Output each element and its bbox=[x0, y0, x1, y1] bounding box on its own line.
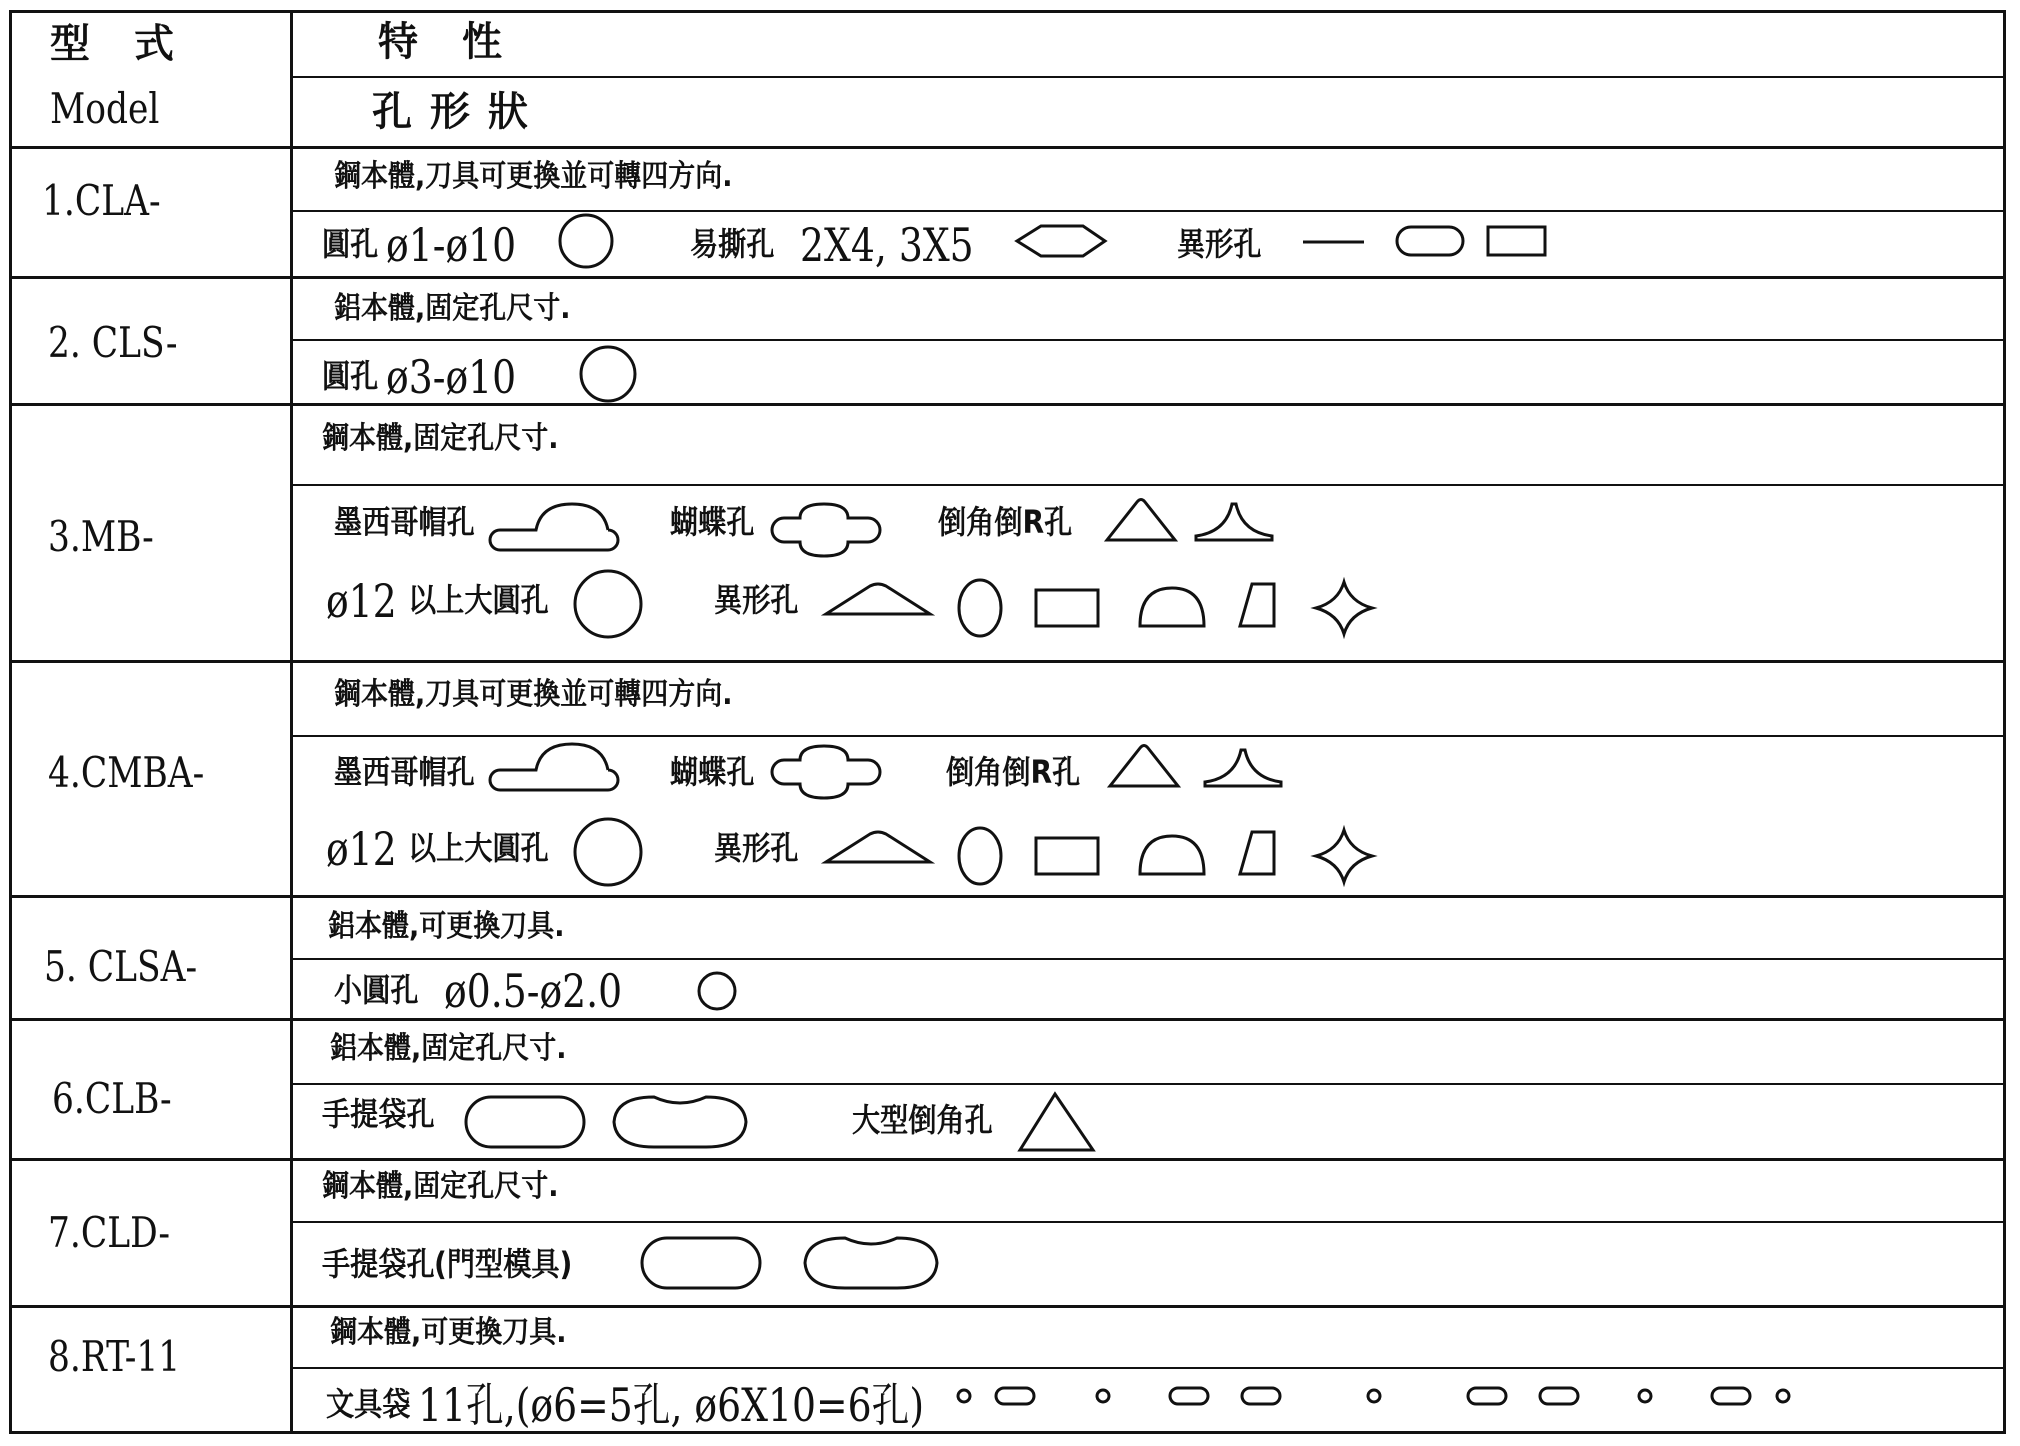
row-inner-divider bbox=[292, 1083, 2006, 1085]
shape-label: 墨西哥帽孔 bbox=[334, 753, 475, 791]
shape-label: 墨西哥帽孔 bbox=[334, 503, 475, 541]
row-inner-divider bbox=[292, 210, 2006, 212]
row-divider bbox=[9, 895, 2006, 898]
row-description: 鋼本體,刀具可更換並可轉四方向. bbox=[334, 677, 733, 712]
shape-label: 圓孔 bbox=[322, 225, 379, 263]
hole-dimension: ø12 bbox=[326, 574, 397, 628]
shape-label: 手提袋孔 bbox=[322, 1095, 435, 1133]
row-description: 鋁本體,可更換刀具. bbox=[328, 909, 565, 944]
shape-label: 異形孔 bbox=[714, 829, 799, 867]
model-mb: 3.MB- bbox=[48, 512, 154, 561]
shape-label: 大型倒角孔 bbox=[852, 1101, 993, 1139]
model-header-en: Model bbox=[50, 84, 160, 133]
row-divider bbox=[9, 1158, 2006, 1161]
hole-dimension: 11孔,(ø6=5孔, ø6X10=6孔) bbox=[418, 1378, 925, 1432]
shape-label: 小圓孔 bbox=[334, 971, 419, 1009]
row-divider bbox=[9, 660, 2006, 663]
model-cls: 2. CLS- bbox=[48, 318, 178, 367]
row-description: 鋼本體,可更換刀具. bbox=[330, 1315, 567, 1350]
hole-shape-header: 孔 形 狀 bbox=[372, 88, 530, 135]
shape-label: 蝴蝶孔 bbox=[670, 503, 755, 541]
row-divider bbox=[9, 1018, 2006, 1021]
row-description: 鋼本體,固定孔尺寸. bbox=[322, 1169, 559, 1204]
shape-label: 異形孔 bbox=[714, 581, 799, 619]
hole-dimension: 2X4, 3X5 bbox=[800, 218, 974, 272]
shape-label: 異形孔 bbox=[1177, 225, 1262, 263]
model-header-cn: 型 式 bbox=[50, 20, 176, 67]
shape-label: (門型模具) bbox=[434, 1245, 573, 1283]
row-inner-divider bbox=[292, 339, 2006, 341]
hole-dimension: ø1-ø10 bbox=[386, 218, 517, 272]
row-divider bbox=[9, 276, 2006, 279]
hole-dimension: ø3-ø10 bbox=[386, 350, 517, 404]
shape-label: 倒角倒R孔 bbox=[938, 503, 1073, 541]
row-inner-divider bbox=[292, 735, 2006, 737]
shape-label: 倒角倒R孔 bbox=[946, 753, 1081, 791]
row-divider bbox=[9, 403, 2006, 406]
shape-label: 蝴蝶孔 bbox=[670, 753, 755, 791]
model-clb: 6.CLB- bbox=[52, 1074, 172, 1123]
model-rt-11: 8.RT-11 bbox=[48, 1332, 181, 1381]
shape-label: 文具袋 bbox=[326, 1385, 411, 1423]
hole-dimension: ø12 bbox=[326, 822, 397, 876]
row-description: 鋼本體,刀具可更換並可轉四方向. bbox=[334, 159, 733, 194]
shape-label: 以上大圓孔 bbox=[408, 581, 549, 619]
row-description: 鋁本體,固定孔尺寸. bbox=[330, 1031, 567, 1066]
row-divider bbox=[9, 1305, 2006, 1308]
model-clsa: 5. CLSA- bbox=[44, 942, 198, 991]
model-cla: 1.CLA- bbox=[42, 176, 161, 225]
model-cmba: 4.CMBA- bbox=[48, 748, 205, 797]
row-inner-divider bbox=[292, 1221, 2006, 1223]
shape-label: 以上大圓孔 bbox=[408, 829, 549, 867]
shape-label: 易撕孔 bbox=[690, 225, 775, 263]
model-cld: 7.CLD- bbox=[48, 1208, 170, 1257]
row-inner-divider bbox=[292, 958, 2006, 960]
row-divider bbox=[9, 146, 2006, 149]
row-description: 鋼本體,固定孔尺寸. bbox=[322, 421, 559, 456]
row-inner-divider bbox=[292, 484, 2006, 486]
row-description: 鋁本體,固定孔尺寸. bbox=[334, 291, 571, 326]
hole-dimension: ø0.5-ø2.0 bbox=[444, 964, 623, 1018]
feature-header: 特 性 bbox=[378, 18, 504, 65]
shape-label: 圓孔 bbox=[322, 357, 379, 395]
shape-label: 手提袋孔 bbox=[322, 1245, 435, 1283]
header-divider bbox=[292, 76, 2006, 78]
row-inner-divider bbox=[292, 1367, 2006, 1369]
